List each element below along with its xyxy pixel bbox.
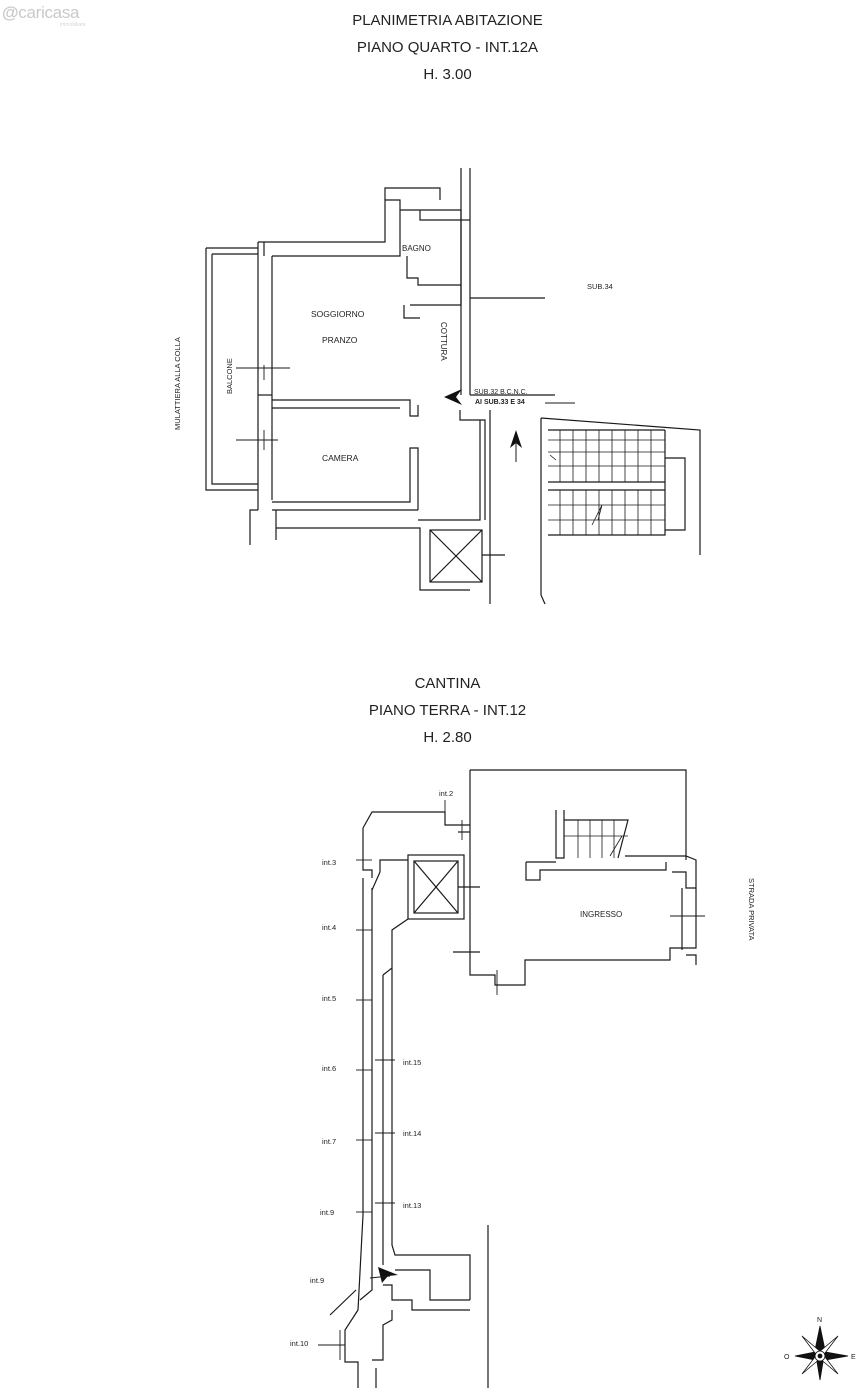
label-sub32-line1: SUB.32 B.C.N.C. (474, 389, 528, 396)
cellar-walls (330, 770, 696, 1388)
unit-label-int6: int.6 (322, 1064, 337, 1073)
compass-label-o: O (784, 1354, 790, 1361)
unit-label-int14: int.14 (403, 1129, 422, 1138)
unit-label-int10: int.10 (290, 1339, 309, 1348)
upper-plan-floor: PIANO QUARTO - INT.12A (356, 39, 539, 56)
label-sub32-line2: AI SUB.33 E 34 (475, 399, 525, 406)
cellar-unit-ticks (318, 800, 705, 1360)
logo-tagline: immobiliare (60, 22, 86, 28)
logo-at-symbol: @ (2, 3, 19, 22)
unit-label-int15: int.15 (403, 1058, 422, 1067)
room-label-ingresso: INGRESSO (580, 910, 623, 919)
compass-label-n: N (817, 1317, 823, 1324)
upper-plan-height: H. 3.00 (423, 66, 472, 83)
unit-label-int3: int.3 (322, 858, 337, 867)
cellar-plan-height: H. 2.80 (423, 729, 472, 746)
room-label-camera: CAMERA (322, 453, 359, 463)
upper-apartment-walls (206, 168, 700, 604)
upper-entrance-arrow (444, 389, 522, 448)
unit-label-int2: int.2 (439, 789, 454, 798)
room-label-cottura: COTTURA (439, 322, 448, 361)
cellar-plan-floor: PIANO TERRA - INT.12 (368, 702, 527, 719)
room-label-bagno: BAGNO (402, 244, 431, 253)
cellar-plan-title: CANTINA (414, 675, 481, 692)
compass-label-e: E (851, 1354, 856, 1361)
label-strada-privata: STRADA PRIVATA (747, 878, 756, 941)
label-sub34: SUB.34 (587, 282, 613, 291)
room-label-soggiorno: SOGGIORNO (311, 309, 365, 319)
room-label-pranzo: PRANZO (322, 335, 358, 345)
unit-label-int5: int.5 (322, 994, 337, 1003)
unit-label-int9: int.9 (310, 1276, 325, 1285)
room-label-balcone: BALCONE (225, 358, 234, 394)
unit-label-int13: int.13 (403, 1201, 422, 1210)
unit-label-int7: int.7 (322, 1137, 337, 1146)
unit-label-int8: int.9 (320, 1208, 335, 1217)
logo-brand-name: caricasa (18, 3, 80, 22)
compass-rose-icon (795, 1326, 848, 1380)
label-mulattiera: MULATTIERA ALLA COLLA (173, 337, 182, 430)
upper-plan-title: PLANIMETRIA ABITAZIONE (352, 12, 543, 29)
unit-label-int4: int.4 (322, 923, 337, 932)
